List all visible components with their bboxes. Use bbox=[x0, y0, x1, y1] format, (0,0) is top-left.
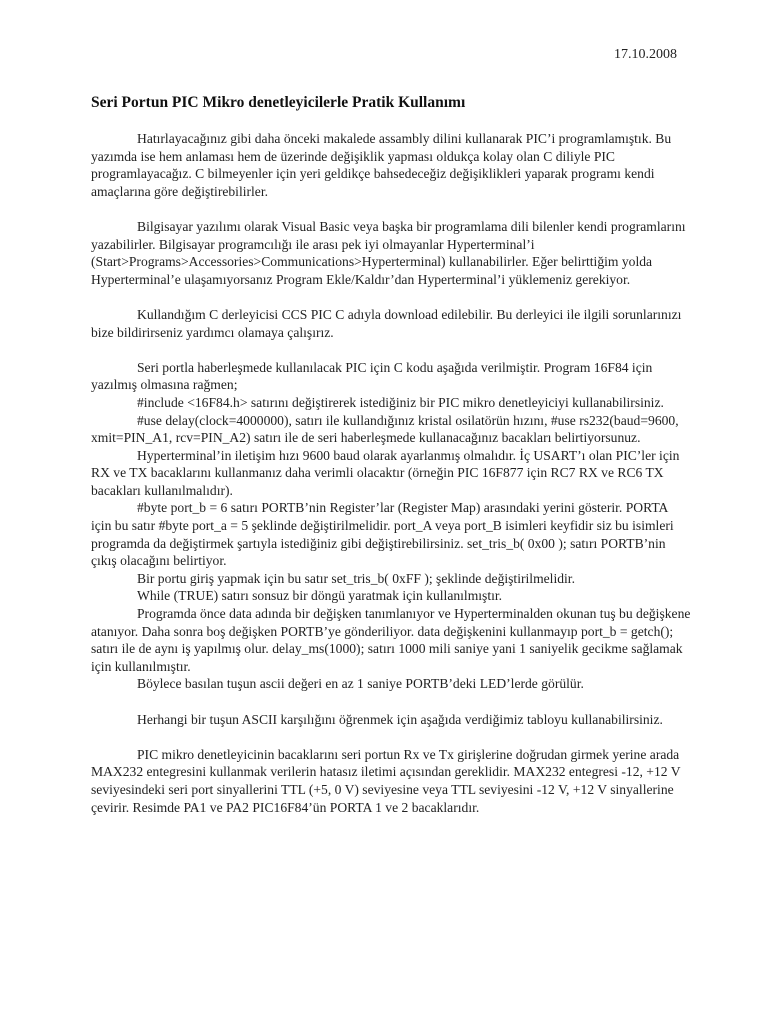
document-title: Seri Portun PIC Mikro denetleyicilerle Pratik Kullanımı bbox=[91, 94, 466, 111]
paragraph: Böylece basılan tuşun ascii değeri en az 1 saniye PORTB’deki LED’lerde görülür. bbox=[137, 676, 584, 692]
paragraph: Kullandığım C derleyicisi CCS PIC C adıyla download edilebilir. Bu derleyici ile ilgili sorunlarınızı bize bildirirseniz yardımcı olamaya çalışırız. bbox=[91, 306, 682, 340]
paragraph: Hatırlayacağınız gibi daha önceki makalede assambly dilini kullanarak PIC’i programlamıştık. Bu yazımda ise hem anlaması hem de üzerinde değişiklik yapması oldukça kolay olan C diliyle PIC programlayacağız. C bilmeyenler için yeri geldikçe bahsedeceğiz değişiklikleri yaparak programı kendi amaçlarına göre değiştirebilirler. bbox=[91, 131, 672, 199]
paragraph: #include <16F84.h> satırını değiştirerek istediğiniz bir PIC mikro denetleyiciyi kullanabilirsiniz. bbox=[137, 394, 664, 410]
paragraph: PIC mikro denetleyicinin bacaklarını seri portun Rx ve Tx girişlerine doğrudan girmek yerine arada MAX232 entegresini kullanmak verilerin hatasız iletimi açısından gereklidir. MAX232 entegresi -12, +12 V seviyesindeki seri port sinyallerini TTL (+5, 0 V) seviyesine veya TTL seviyesini -12 V, +12 V sinyallerine çevirir. Resimde PA1 ve PA2 PIC16F84’ün PORTA 1 ve 2 bacaklarıdır. bbox=[91, 746, 681, 815]
paragraph: #use delay(clock=4000000), satırı ile kullandığınız kristal osilatörün hızını, #use rs232(baud=9600, xmit=PIN_A1, rcv=PIN_A2) satırı ile de seri haberleşmede kullanacağınız bacakları belirtiyorsunuz. bbox=[91, 412, 679, 446]
paragraph: Bir portu giriş yapmak için bu satır set_tris_b( 0xFF ); şeklinde değiştirilmelidir. bbox=[137, 570, 575, 586]
document-date: 17.10.2008 bbox=[614, 47, 677, 62]
paragraph: Hyperterminal’in iletişim hızı 9600 baud olarak ayarlanmış olmalıdır. İç USART’ı olan PIC’ler için RX ve TX bacaklarını kullanmanız daha verimli olacaktır (örneğin PIC 16F877 için RC7 RX ve RC6 TX bacakları kullanılmalıdır). bbox=[91, 447, 680, 498]
document-body bbox=[91, 130, 691, 816]
paragraph: Programda önce data adında bir değişken tanımlanıyor ve Hyperterminalden okunan tuş bu değişkene atanıyor. Daha sonra boş değişken PORTB’ye gönderiliyor. data değişkenini kullanmayıp port_b = getch(); satırı ile de aynı iş yapılmış olur. delay_ms(1000); satırı 1000 mili saniye yani 1 saniyelik gecikme sağlamak için kullanılmıştır. bbox=[91, 606, 691, 674]
paragraph: Seri portla haberleşmede kullanılacak PIC için C kodu aşağıda verilmiştir. Program 16F84 için yazılmış olmasına rağmen; bbox=[91, 359, 653, 393]
paragraph: Bilgisayar yazılımı olarak Visual Basic veya başka bir programlama dili bilenler kendi programlarını yazabilirler. Bilgisayar programcılığı ile arası pek iyi olmayanlar Hyperterminal’i (Start>Programs>Accessories>Communications>Hyperterminal) kullanabilirler. Eğer belirttiğim yolda Hyperterminal’e ulaşamıyorsanız Program Ekle/Kaldır’dan Hyperterminal’i yüklemeniz gerekiyor. bbox=[91, 218, 686, 287]
paragraph: While (TRUE) satırı sonsuz bir döngü yaratmak için kullanılmıştır. bbox=[137, 588, 503, 604]
paragraph: #byte port_b = 6 satırı PORTB’nin Register’lar (Register Map) arasındaki yerini gösterir. PORTA için bu satır #byte port_a = 5 şeklinde değiştirilmelidir. port_A veya port_B isimleri keyfidir siz bu isimleri programda da değiştirmek şartıyla istediğiniz gibi değiştirebilirsiniz. set_tris_b( 0x00 ); satırı PORTB’nin çıkış olacağını belirtiyor. bbox=[91, 500, 674, 569]
paragraph: Herhangi bir tuşun ASCII karşılığını öğrenmek için aşağıda verdiğimiz tabloyu kullanabilirsiniz. bbox=[137, 711, 663, 727]
